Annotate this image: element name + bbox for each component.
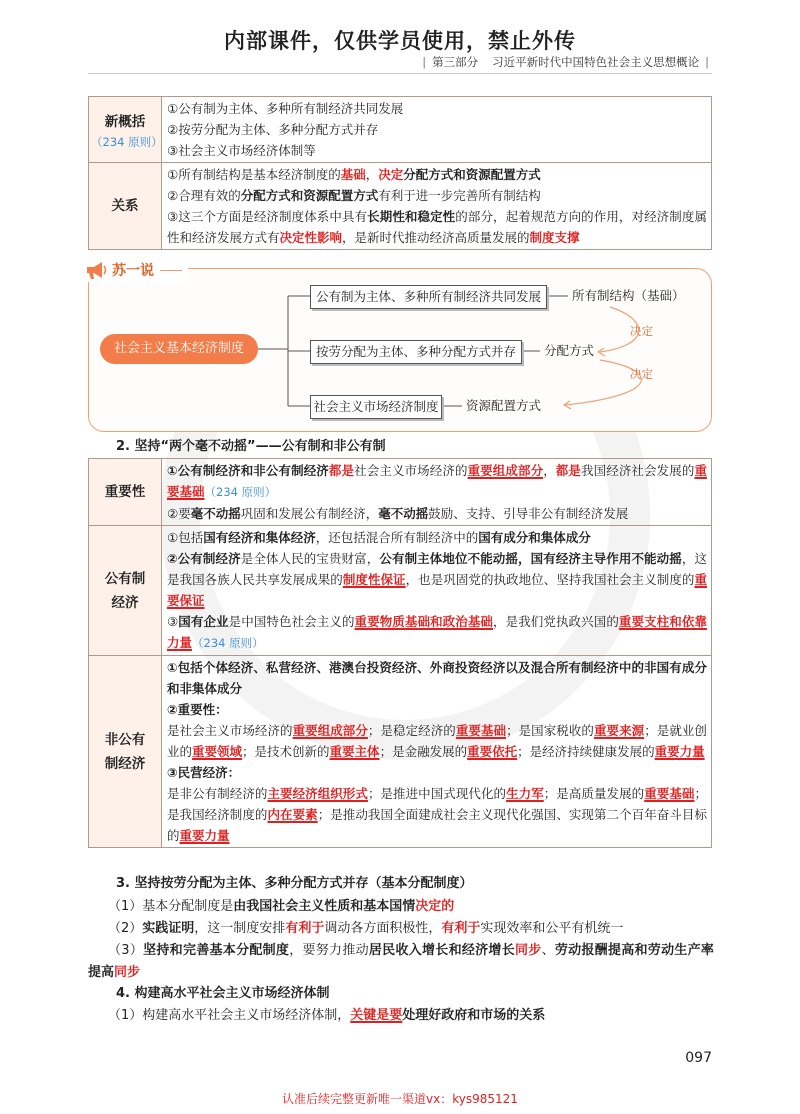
section-3-point-2: （2）实践证明，这一制度安排有利于调动各方面积极性，有利于实现效率和公平有机统一 — [108, 921, 624, 936]
diagram-result: 所有制结构（基础） — [572, 288, 685, 303]
table-row — [89, 526, 712, 656]
section-4-title: 4. 构建高水平社会主义市场经济体制 — [116, 986, 330, 1001]
section-4-point-1: （1）构建高水平社会主义市场经济体制，关键是要处理好政府和市场的关系 — [108, 1008, 546, 1023]
section-3-point-3: （3）坚持和完善基本分配制度，要努力推动居民收入增长和经济增长同步、劳动报酬提高和劳动生产率提高同步 — [88, 943, 714, 980]
sushuo-connectors — [0, 0, 800, 440]
section-3-title: 3. 坚持按劳分配为主体、多种分配方式并存（基本分配制度） — [116, 876, 473, 891]
page-header-title: 内部课件，仅供学员使用，禁止外传 — [224, 29, 576, 53]
ownership-table — [88, 458, 712, 848]
table-row — [89, 656, 712, 848]
header-subject: 习近平新时代中国特色社会主义思想概论 — [492, 55, 700, 69]
page-number: 097 — [685, 1050, 712, 1066]
diagram-branch-node: 按劳分配为主体、多种分配方式并存 — [310, 340, 522, 364]
diagram-decide-label: 决定 — [630, 367, 653, 381]
row-content: ①公有制为主体、多种所有制经济共同发展 ②按劳分配为主体、多种分配方式并存 ③社会主义市场经济体制等 — [162, 97, 712, 163]
row-content: ①包括国有经济和集体经济，还包括混合所有制经济中的国有成分和集体成分 ②公有制经济是全体人民的宝贵财富，公有制主体地位不能动摇，国有经济主导作用不能动摇，这是我国各族人民共享发展成果的制度性保证，也是巩固党的执政地位、坚持我国社会主义制度的重要保证 ③国有企业是中国特色社会主义的重要物质基础和政治基础，是我们党执政兴国的重要支柱和依靠力量（234 原则） — [162, 526, 712, 656]
table-row — [89, 459, 712, 526]
section-2-title: 2. 坚持“两个毫不动摇”——公有制和非公有制 — [116, 439, 386, 454]
row-label: 公有制 经济 — [89, 526, 162, 656]
diagram-decide-label: 决定 — [630, 324, 653, 338]
sushuo-label: 苏一说 — [112, 263, 154, 279]
row-label: 关系 — [89, 163, 162, 250]
row-label: 新概括 （234 原则） — [89, 97, 162, 163]
row-content: ①公有制经济和非公有制经济都是社会主义市场经济的重要组成部分，都是我国经济社会发展的重要基础（234 原则） ②要毫不动摇巩固和发展公有制经济，毫不动摇鼓励、支持、引导非公有制经济发展 — [162, 459, 712, 526]
diagram-result: 资源配置方式 — [466, 398, 542, 413]
page-header-section: | 第三部分 习近平新时代中国特色社会主义思想概论 | — [422, 55, 709, 69]
section-3-point-1: （1）基本分配制度是由我国社会主义性质和基本国情决定的 — [108, 899, 455, 914]
footer-notice: 认准后续完整更新唯一渠道vx：kys985121 — [282, 1092, 518, 1106]
diagram-branch-node: 公有制为主体、多种所有制经济共同发展 — [310, 285, 547, 309]
row-content: ①所有制结构是基本经济制度的基础，决定分配方式和资源配置方式 ②合理有效的分配方式和资源配置方式有利于进一步完善所有制结构 ③这三个方面是经济制度体系中具有长期性和稳定性的部分，起着规范方向的作用，对经济制度属性和经济发展方式有决定性影响，是新时代推动经济高质量发展的制度支撑 — [162, 163, 712, 250]
diagram-result: 分配方式 — [544, 343, 595, 358]
diagram-branch-node: 社会主义市场经济制度 — [310, 395, 442, 419]
row-content: ①包括个体经济、私营经济、港澳台投资经济、外商投资经济以及混合所有制经济中的非国有成分和非集体成分 ②重要性： 是社会主义市场经济的重要组成部分；是稳定经济的重要基础；是国家税收的重要来源；是就业创业的重要领域；是技术创新的重要主体；是金融发展的重要依托；是经济持续健康发展的重要力量 ③民营经济： 是非公有制经济的主要经济组织形式；是推进中国式现代化的生力军；是高质量发展的重要基础；是我国经济制度的内在要素；是推动我国全面建成社会主义现代化强国、实现第二个百年奋斗目标的重要力量 — [162, 656, 712, 848]
diagram-root-node: 社会主义基本经济制度 — [100, 334, 258, 364]
header-section-label: 第三部分 — [432, 55, 479, 69]
row-label: 非公有 制经济 — [89, 656, 162, 848]
row-label: 重要性 — [89, 459, 162, 526]
